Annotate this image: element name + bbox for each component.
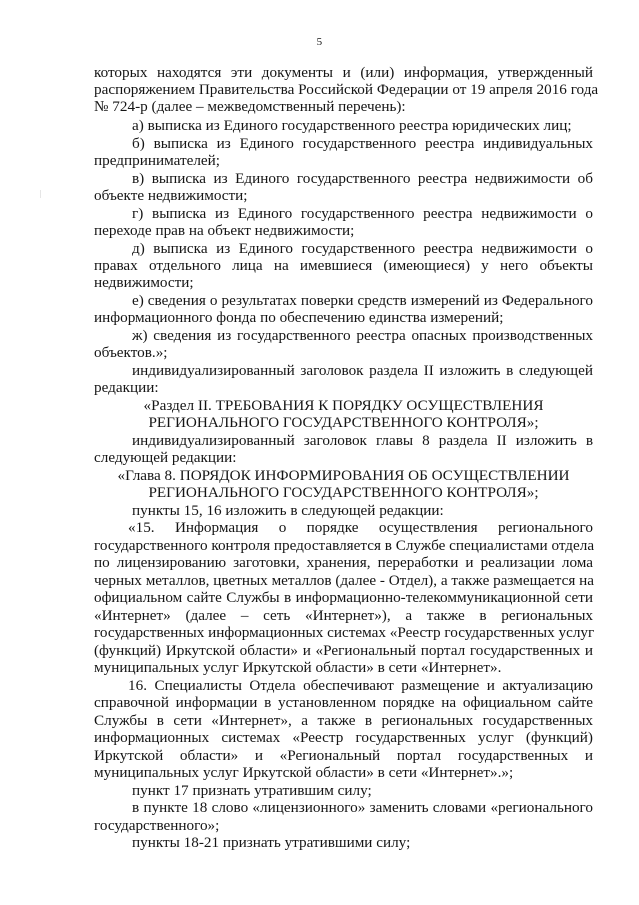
document-line: объектов.»; — [94, 344, 168, 361]
document-line: индивидуализированный заголовок раздела II изложить в следующей — [132, 362, 593, 379]
document-line: пункты 18-21 признать утратившими силу; — [132, 834, 411, 851]
document-line: недвижимости; — [94, 274, 194, 291]
page-number: 5 — [316, 36, 323, 48]
document-line: б) выписка из Единого государственного реестра индивидуальных — [132, 135, 593, 152]
document-line: е) сведения о результатах поверки средств измерений из Федерального — [132, 292, 593, 309]
document-line: государственного»; — [94, 817, 220, 834]
document-line: информационных системах «Реестр государственных услуг (функций) — [94, 729, 593, 746]
margin-mark — [40, 190, 41, 198]
document-line: Иркутской области» и «Региональный портал государственных и — [94, 747, 593, 764]
document-line: «15. Информация о порядке осуществления регионального — [128, 519, 593, 536]
document-line: № 724-р (далее – межведомственный перечень): — [94, 98, 406, 115]
document-line: следующей редакции: — [94, 449, 237, 466]
document-line: государственных информационных системах «Реестр государственных услуг — [94, 624, 595, 641]
document-line: черных металлов, цветных металлов (далее - Отдел), а также размещается на — [94, 572, 594, 589]
document-line: распоряжением Правительства Российской Федерации от 19 апреля 2016 года — [94, 81, 599, 98]
document-line: д) выписка из Единого государственного реестра недвижимости о — [132, 240, 593, 257]
document-line: (функций) Иркутской области» и «Региональный портал государственных и — [94, 642, 593, 659]
document-line: г) выписка из Единого государственного реестра недвижимости о — [132, 205, 593, 222]
document-line: информационного фонда по обеспечению единства измерений; — [94, 309, 504, 326]
document-line: предпринимателей; — [94, 152, 220, 169]
section-heading-line: «Раздел II. ТРЕБОВАНИЯ К ПОРЯДКУ ОСУЩЕСТВЛЕНИЯ — [143, 397, 544, 414]
document-line: ж) сведения из государственного реестра опасных производственных — [132, 327, 593, 344]
document-line: а) выписка из Единого государственного реестра юридических лиц; — [132, 117, 572, 134]
document-line: по лицензированию заготовки, хранения, переработки и реализации лома — [94, 554, 593, 571]
document-line: правах отдельного лица на имевшиеся (имеющиеся) у него объекты — [94, 257, 593, 274]
document-line: объекте недвижимости; — [94, 187, 248, 204]
document-line: официальном сайте Службы в информационно-телекоммуникационной сети — [94, 589, 593, 606]
section-heading-line: РЕГИОНАЛЬНОГО ГОСУДАРСТВЕННОГО КОНТРОЛЯ»; — [148, 414, 539, 431]
document-line: в) выписка из Единого государственного реестра недвижимости об — [132, 170, 593, 187]
document-line: государственного контроля предоставляется в Службе специалистами отдела — [94, 537, 595, 554]
document-line: «Интернет» (далее – сеть «Интернет»), а также в региональных — [94, 607, 593, 624]
document-line: справочной информации в установленном порядке на официальном сайте — [94, 694, 593, 711]
document-line: муниципальных услуг Иркутской области» в сети «Интернет».»; — [94, 764, 514, 781]
document-line: пункты 15, 16 изложить в следующей редакции: — [132, 502, 444, 519]
document-line: в пункте 18 слово «лицензионного» заменить словами «регионального — [132, 799, 593, 816]
document-line: муниципальных услуг Иркутской области» в сети «Интернет». — [94, 659, 502, 676]
document-line: редакции: — [94, 379, 159, 396]
document-line: пункт 17 признать утратившим силу; — [132, 782, 372, 799]
document-line: Службы в сети «Интернет», а также в региональных государственных — [94, 712, 593, 729]
document-line: 16. Специалисты Отдела обеспечивают размещение и актуализацию — [128, 677, 593, 694]
chapter-heading-line: «Глава 8. ПОРЯДОК ИНФОРМИРОВАНИЯ ОБ ОСУЩЕСТВЛЕНИИ — [117, 467, 570, 484]
chapter-heading-line: РЕГИОНАЛЬНОГО ГОСУДАРСТВЕННОГО КОНТРОЛЯ»; — [148, 484, 539, 501]
document-line: индивидуализированный заголовок главы 8 раздела II изложить в — [132, 432, 593, 449]
document-line: переходе прав на объект недвижимости; — [94, 222, 355, 239]
document-line: которых находятся эти документы и (или) информация, утвержденный — [94, 64, 593, 81]
